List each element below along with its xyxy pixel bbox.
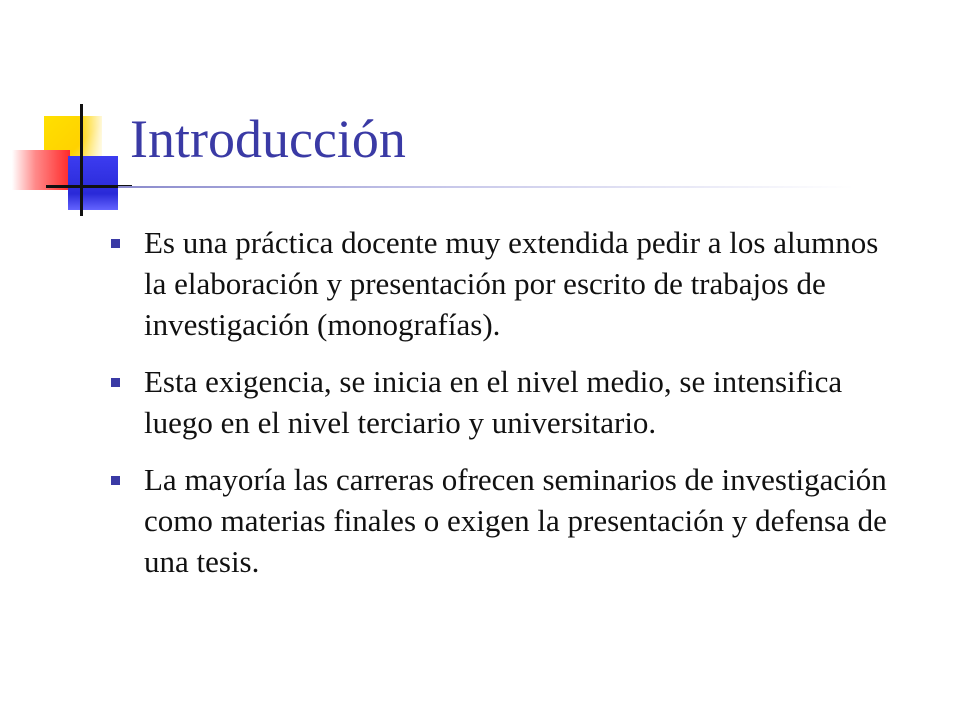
title-underline [118, 186, 854, 188]
bullet-item [108, 459, 908, 582]
bullet-square-icon [111, 239, 120, 248]
bullet-text: Es una práctica docente muy extendida pedir a los alumnos la elaboración y presentación por escrito de trabajos de investigación (monografías). [144, 225, 879, 342]
logo-vertical-line [80, 104, 83, 216]
bullet-square-icon [111, 476, 120, 485]
blue-square [68, 156, 118, 210]
bullet-text: Esta exigencia, se inicia en el nivel medio, se intensifica luego en el nivel terciario y universitario. [144, 364, 843, 440]
bullet-item [108, 222, 908, 345]
bullet-item [108, 361, 908, 443]
red-square [12, 150, 70, 190]
bullet-list [108, 222, 908, 598]
slide-title: Introducción [130, 109, 406, 169]
bullet-text: La mayoría las carreras ofrecen seminarios de investigación como materias finales o exigen la presentación y defensa de una tesis. [144, 462, 887, 579]
bullet-square-icon [111, 378, 120, 387]
